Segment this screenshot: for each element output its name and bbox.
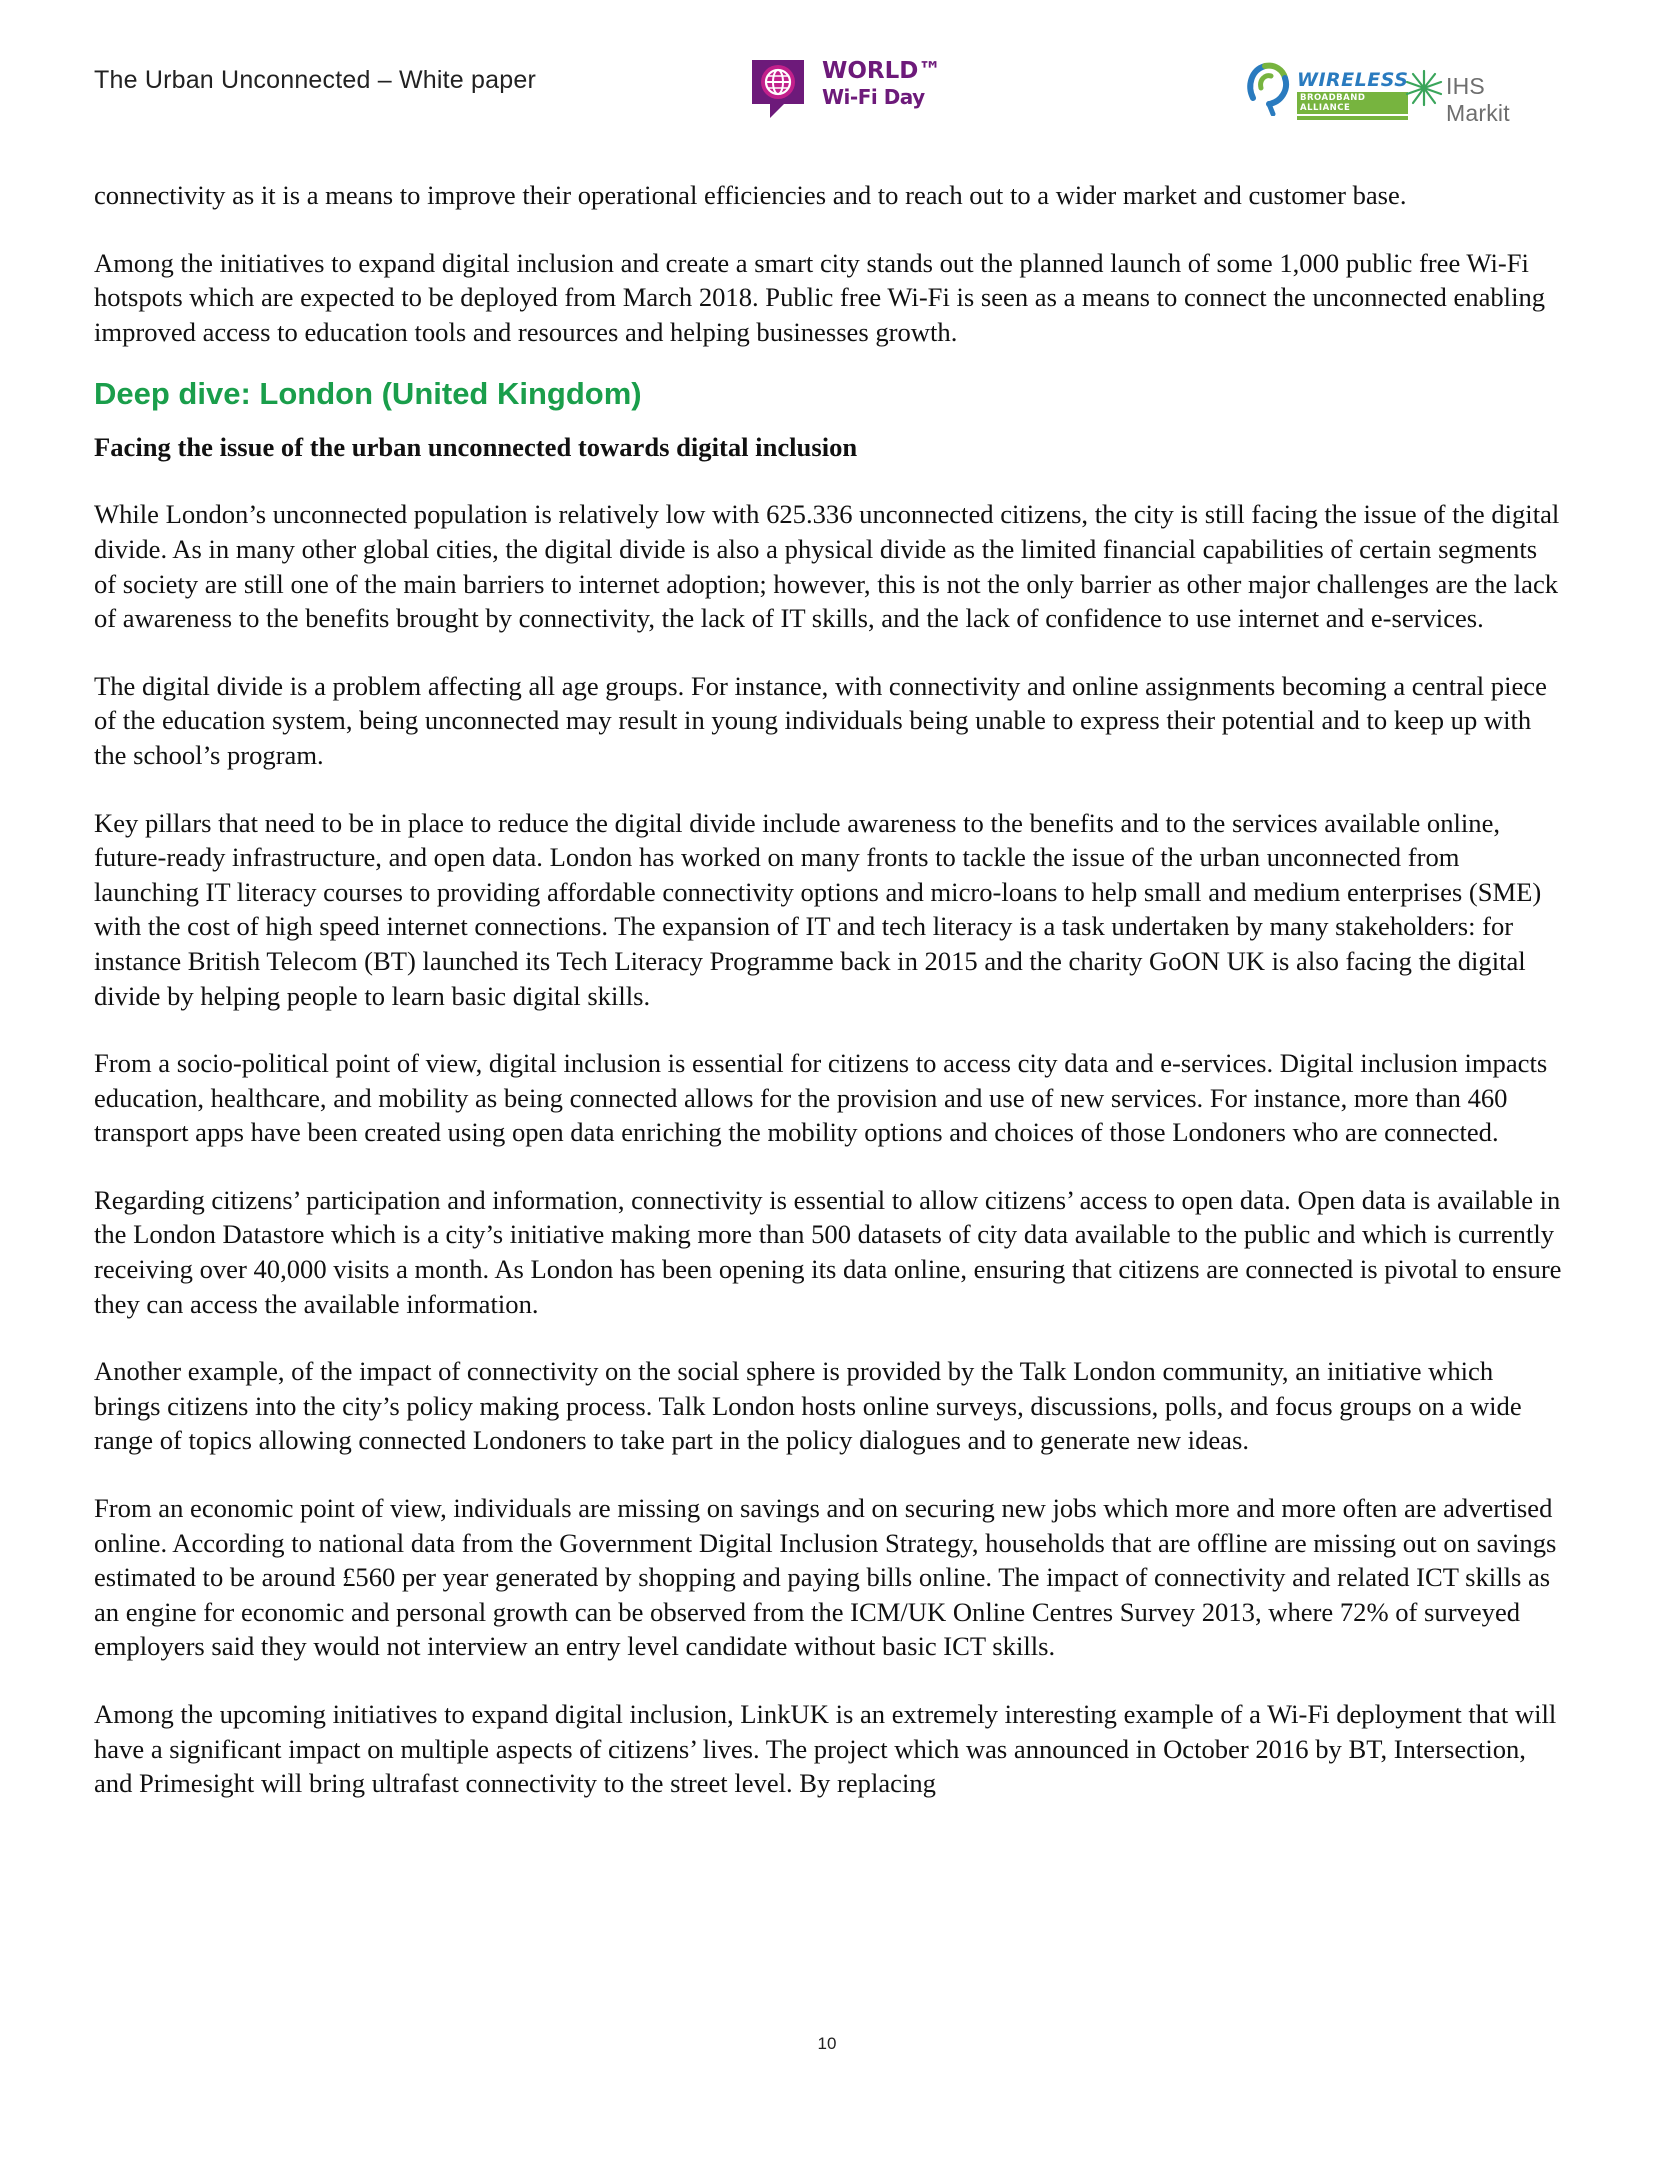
paragraph: Among the upcoming initiatives to expand digital inclusion, LinkUK is an extremely interesting example of a Wi-Fi deployment that will have a significant impact on multiple aspects of citizens’ lives. The project which was announced in October 2016 by BT, Intersection, and Primesight will bring ultrafast connectivity to the street level. By replacing [94, 1699, 1557, 1799]
ihs-markit-name: IHS Markit [1446, 73, 1510, 126]
paragraph: While London’s unconnected population is relatively low with 625.336 unconnected citizens, the city is still facing the issue of the digital divide. As in many other global cities, the digital divide is also a physical divide as the limited financial capabilities of certain segments of society are still one of the main barriers to internet adoption; however, this is not the only barrier as other major challenges are the lack of awareness to the benefits brought by connectivity, the lack of IT skills, and the lack of confidence to use internet and e-services. [94, 499, 1560, 634]
page-number: 10 [817, 2034, 837, 2053]
wba-name: WIRELESS [1297, 69, 1409, 91]
paragraph: connectivity as it is a means to improve their operational efficiencies and to reach out to a wider market and customer base. [94, 180, 1407, 210]
section-heading: Deep dive: London (United Kingdom) [94, 376, 642, 412]
section-subheading: Facing the issue of the urban unconnected towards digital inclusion [94, 432, 858, 463]
document-header-title: The Urban Unconnected – White paper [94, 66, 536, 94]
paragraph: Key pillars that need to be in place to reduce the digital divide include awareness to the benefits and to the services available online, future-ready infrastructure, and open data. London has worked on many fronts to tackle the issue of the urban unconnected from launching IT literacy courses to providing affordable connectivity options and micro-loans to help small and medium enterprises (SME) with the cost of high speed internet connections. The expansion of IT and tech literacy is a task undertaken by many stakeholders: for instance British Telecom (BT) launched its Tech Literacy Programme back in 2015 and the charity GoON UK is also facing the digital divide by helping people to learn basic digital skills. [94, 807, 1542, 1011]
paragraph: The digital divide is a problem affecting all age groups. For instance, with connectivity and online assignments becoming a central piece of the education system, being unconnected may result in young individuals being unable to express their potential and to keep up with the school’s program. [94, 670, 1547, 770]
world-wifi-day-line2: Wi-Fi Day [822, 85, 925, 109]
ihs-markit-emblem-icon [1404, 68, 1444, 108]
paragraph: Among the initiatives to expand digital inclusion and create a smart city stands out the planned launch of some 1,000 public free Wi-Fi hotspots which are expected to be deployed from March 2018. Public free Wi-Fi is seen as a means to connect the unconnected enabling improved access to education tools and resources and helping businesses growth. [94, 247, 1546, 347]
ihs-markit-logo [1404, 66, 1554, 126]
paragraph: Regarding citizens’ participation and information, connectivity is essential to allow citizens’ access to open data. Open data is available in the London Datastore which is a city’s initiative making more than 500 datasets of city data available to the public and which is currently receiving over 40,000 visits a month. As London has been opening its data online, ensuring that citizens are connected is pivotal to ensure they can access the available information. [94, 1184, 1562, 1319]
world-wifi-day-logo [744, 54, 942, 124]
document-body [94, 178, 1564, 1801]
world-wifi-day-globe-icon [744, 54, 814, 124]
wba-emblem-icon [1245, 60, 1295, 116]
world-wifi-day-line1: WORLD™ [822, 58, 942, 84]
wireless-broadband-alliance-logo [1245, 58, 1409, 120]
wba-strip [1297, 116, 1408, 120]
paragraph: Another example, of the impact of connectivity on the social sphere is provided by the Talk London community, an initiative which brings citizens into the city’s policy making process. Talk London hosts online surveys, discussions, polls, and focus groups on a wide range of topics allowing connected Londoners to take part in the policy dialogues and to generate new ideas. [94, 1356, 1522, 1456]
paragraph: From an economic point of view, individuals are missing on savings and on securing new jobs which more and more often are advertised online. According to national data from the Government Digital Inclusion Strategy, households that are offline are missing out on savings estimated to be around £560 per year generated by shopping and paying bills online. The impact of connectivity and related ICT skills as an engine for economic and personal growth can be observed from the ICM/UK Online Centres Survey 2013, where 72% of surveyed employers said they would not interview an entry level candidate without basic ICT skills. [94, 1493, 1557, 1662]
paragraph: From a socio-political point of view, digital inclusion is essential for citizens to access city data and e-services. Digital inclusion impacts education, healthcare, and mobility as being connected allows for the provision and use of new services. For instance, more than 460 transport apps have been created using open data enriching the mobility options and choices of those Londoners who are connected. [94, 1048, 1548, 1148]
wba-tagline: BROADBAND ALLIANCE [1297, 92, 1408, 114]
